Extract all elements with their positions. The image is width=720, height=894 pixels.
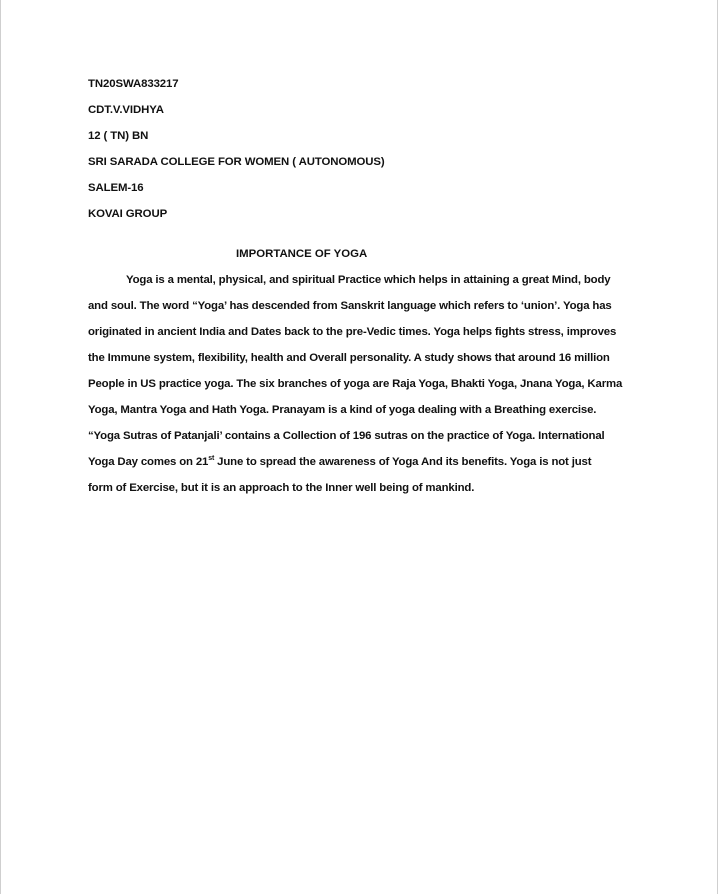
cadet-id: TN20SWA833217 [88,78,179,90]
essay-line: and soul. The word “Yoga’ has descended from Sanskrit language which refers to ‘union’. Yoga has [88,300,612,312]
essay-line [88,449,648,475]
header-block [88,71,648,227]
group-name: KOVAI GROUP [88,208,168,220]
essay-line: form of Exercise, but it is an approach to the Inner well being of mankind. [88,482,475,494]
essay-line: originated in ancient India and Dates back to the pre-Vedic times. Yoga helps fights stress, improves [88,326,617,338]
essay-paragraph [88,267,648,501]
essay-title: IMPORTANCE OF YOGA [236,248,368,260]
essay-text: June to spread the awareness of Yoga And its benefits. Yoga is not just [214,456,592,468]
cadet-name: CDT.V.VIDHYA [88,104,164,116]
essay-text: Yoga Day comes on 21 [88,456,209,468]
college-name: SRI SARADA COLLEGE FOR WOMEN ( AUTONOMOUS) [88,156,385,168]
essay-line: Yoga is a mental, physical, and spiritual Practice which helps in attaining a great Mind, body [126,274,611,286]
battalion: 12 ( TN) BN [88,130,149,142]
essay-line: Yoga, Mantra Yoga and Hath Yoga. Pranayam is a kind of yoga dealing with a Breathing exercise. [88,404,597,416]
document-body [88,71,648,501]
city: SALEM-16 [88,182,144,194]
essay-line: the Immune system, flexibility, health and Overall personality. A study shows that around 16 million [88,352,610,364]
essay-line: People in US practice yoga. The six branches of yoga are Raja Yoga, Bhakti Yoga, Jnana Yoga, Karma [88,378,623,390]
essay-line: “Yoga Sutras of Patanjali’ contains a Collection of 196 sutras on the practice of Yoga. International [88,430,605,442]
ordinal-superscript: st [208,455,215,463]
